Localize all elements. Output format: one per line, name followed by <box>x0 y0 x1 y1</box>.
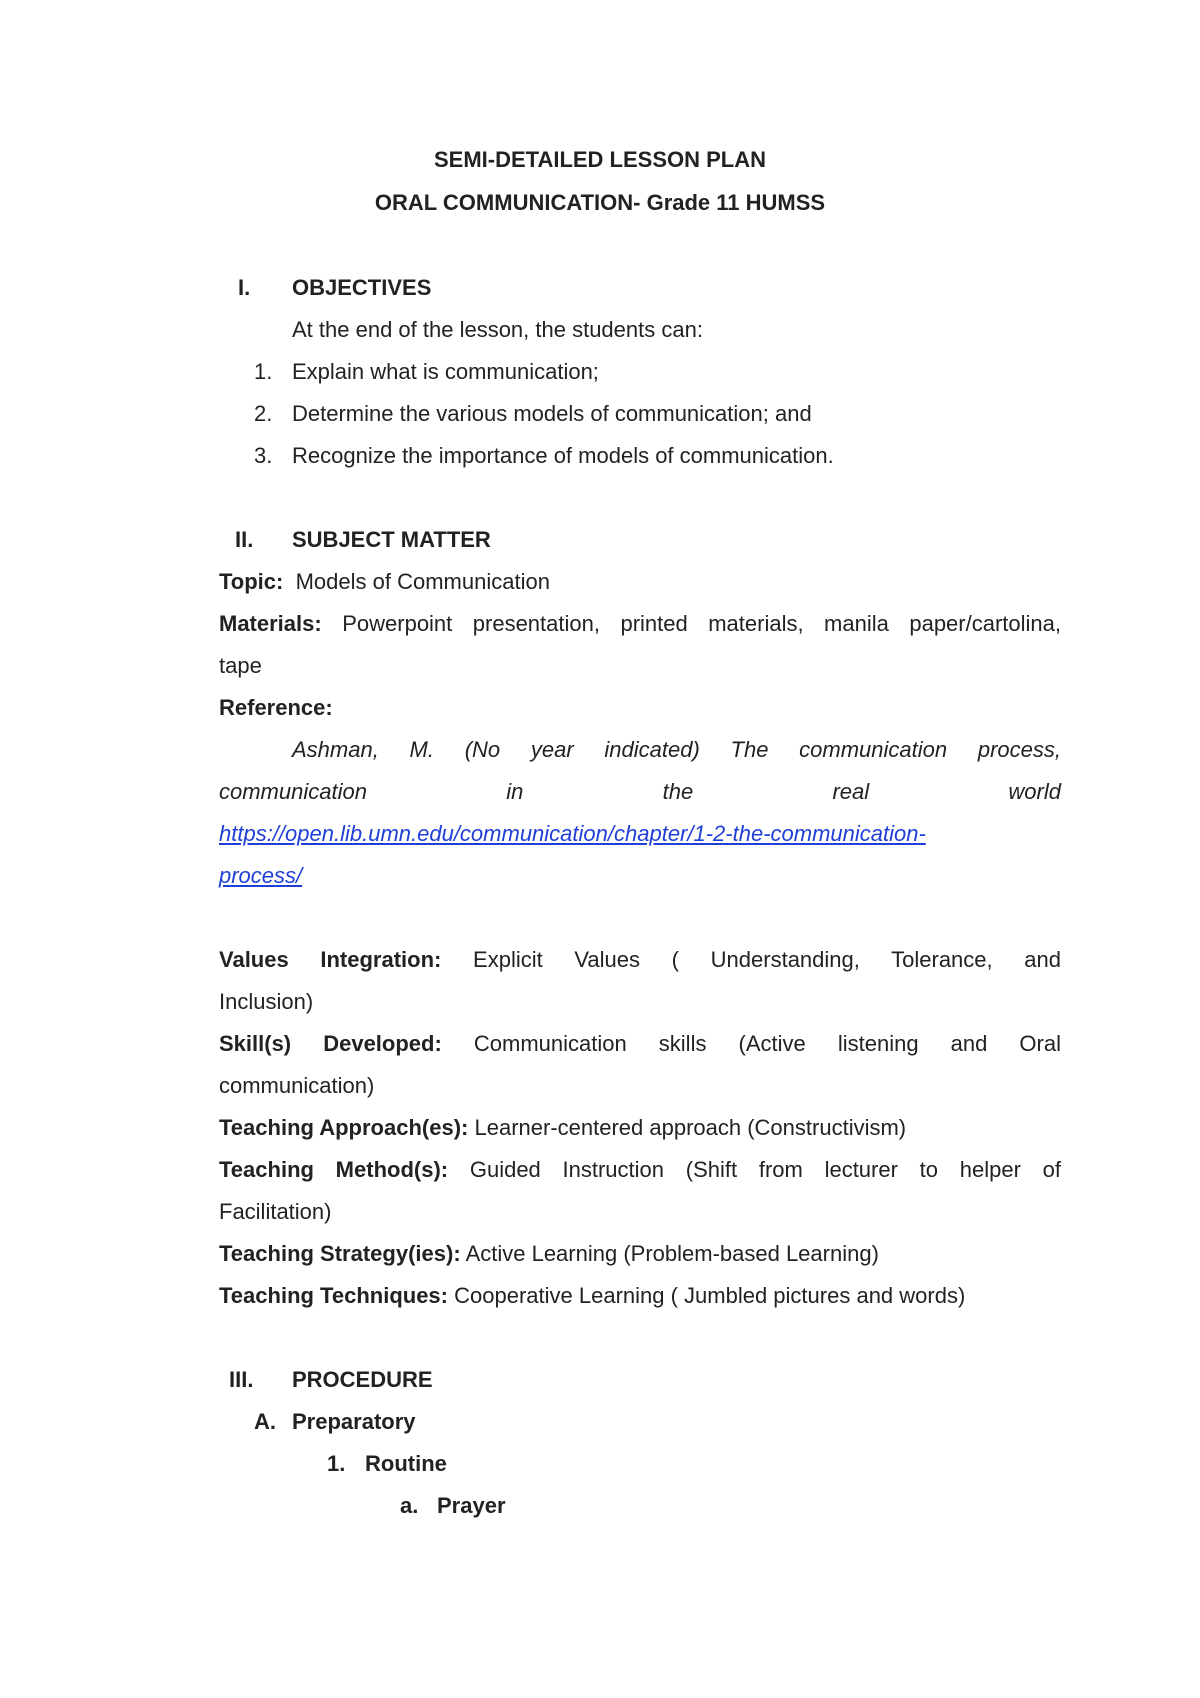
techniques-line <box>219 1283 965 1309</box>
approach-label: Teaching Approach(es): <box>219 1115 469 1140</box>
reference-citation-continued <box>219 779 1061 805</box>
objective-number: 3. <box>254 443 273 468</box>
method-value: Guided Instruction (Shift from lecturer to helper of <box>469 1157 1061 1182</box>
document-subtitle: ORAL COMMUNICATION- Grade 11 HUMSS <box>374 190 826 215</box>
objective-number: 1. <box>254 359 273 384</box>
preparatory-label: Preparatory <box>292 1409 416 1434</box>
method-label: Teaching Method(s): <box>219 1157 449 1182</box>
strategy-label: Teaching Strategy(ies): <box>219 1241 461 1266</box>
reference-word: world <box>1008 779 1061 804</box>
materials-line <box>219 611 1061 637</box>
method-continued: Facilitation) <box>219 1199 332 1224</box>
objective-item: Recognize the importance of models of communication. <box>292 443 834 468</box>
skills-line <box>219 1031 1061 1057</box>
values-integration-line <box>219 947 1061 973</box>
prayer-label: Prayer <box>437 1493 506 1518</box>
skills-label: Skill(s) Developed: <box>219 1031 442 1056</box>
routine-marker: 1. <box>327 1451 346 1476</box>
techniques-label: Teaching Techniques: <box>219 1283 448 1308</box>
objective-item: Explain what is communication; <box>292 359 599 384</box>
reference-word: real <box>832 779 870 804</box>
routine-label: Routine <box>365 1451 447 1476</box>
topic-label: Topic: <box>219 569 284 594</box>
approach-value: Learner-centered approach (Constructivism) <box>474 1115 907 1140</box>
strategy-value: Active Learning (Problem-based Learning) <box>465 1241 879 1266</box>
method-line <box>219 1157 1061 1183</box>
approach-line <box>219 1115 906 1141</box>
procedure-numeral: III. <box>229 1367 254 1392</box>
objectives-intro: At the end of the lesson, the students can: <box>292 317 703 342</box>
reference-url-link-continued[interactable]: process/ <box>219 863 303 888</box>
strategy-line <box>219 1241 879 1267</box>
skills-value: Communication skills (Active listening and Oral <box>473 1031 1061 1056</box>
techniques-value: Cooperative Learning ( Jumbled pictures and words) <box>454 1283 966 1308</box>
materials-value-continued: tape <box>219 653 262 678</box>
skills-continued: communication) <box>219 1073 375 1098</box>
objective-number: 2. <box>254 401 273 426</box>
objectives-numeral: I. <box>238 275 251 300</box>
topic-value: Models of Communication <box>295 569 550 594</box>
materials-label: Materials: <box>219 611 322 636</box>
materials-value: Powerpoint presentation, printed materials, manila paper/cartolina, <box>342 611 1061 636</box>
objective-item: Determine the various models of communication; and <box>292 401 812 426</box>
reference-label: Reference: <box>219 695 333 720</box>
values-integration-continued: Inclusion) <box>219 989 314 1014</box>
preparatory-marker: A. <box>254 1409 276 1434</box>
topic-line <box>219 569 550 595</box>
subject-matter-heading: SUBJECT MATTER <box>292 527 491 552</box>
objectives-heading: OBJECTIVES <box>292 275 432 300</box>
values-integration-value: Explicit Values ( Understanding, Tolerance, and <box>473 947 1061 972</box>
reference-citation: Ashman, M. (No year indicated) The communication process, <box>292 737 1061 762</box>
document-title: SEMI-DETAILED LESSON PLAN <box>433 147 767 172</box>
reference-word: communication <box>219 779 367 804</box>
subject-matter-numeral: II. <box>235 527 254 552</box>
prayer-marker: a. <box>400 1493 419 1518</box>
reference-word: the <box>662 779 694 804</box>
reference-word: in <box>506 779 524 804</box>
procedure-heading: PROCEDURE <box>292 1367 433 1392</box>
reference-url-link[interactable]: https://open.lib.umn.edu/communication/chapter/1-2-the-communication- <box>219 821 926 846</box>
values-integration-label: Values Integration: <box>219 947 442 972</box>
